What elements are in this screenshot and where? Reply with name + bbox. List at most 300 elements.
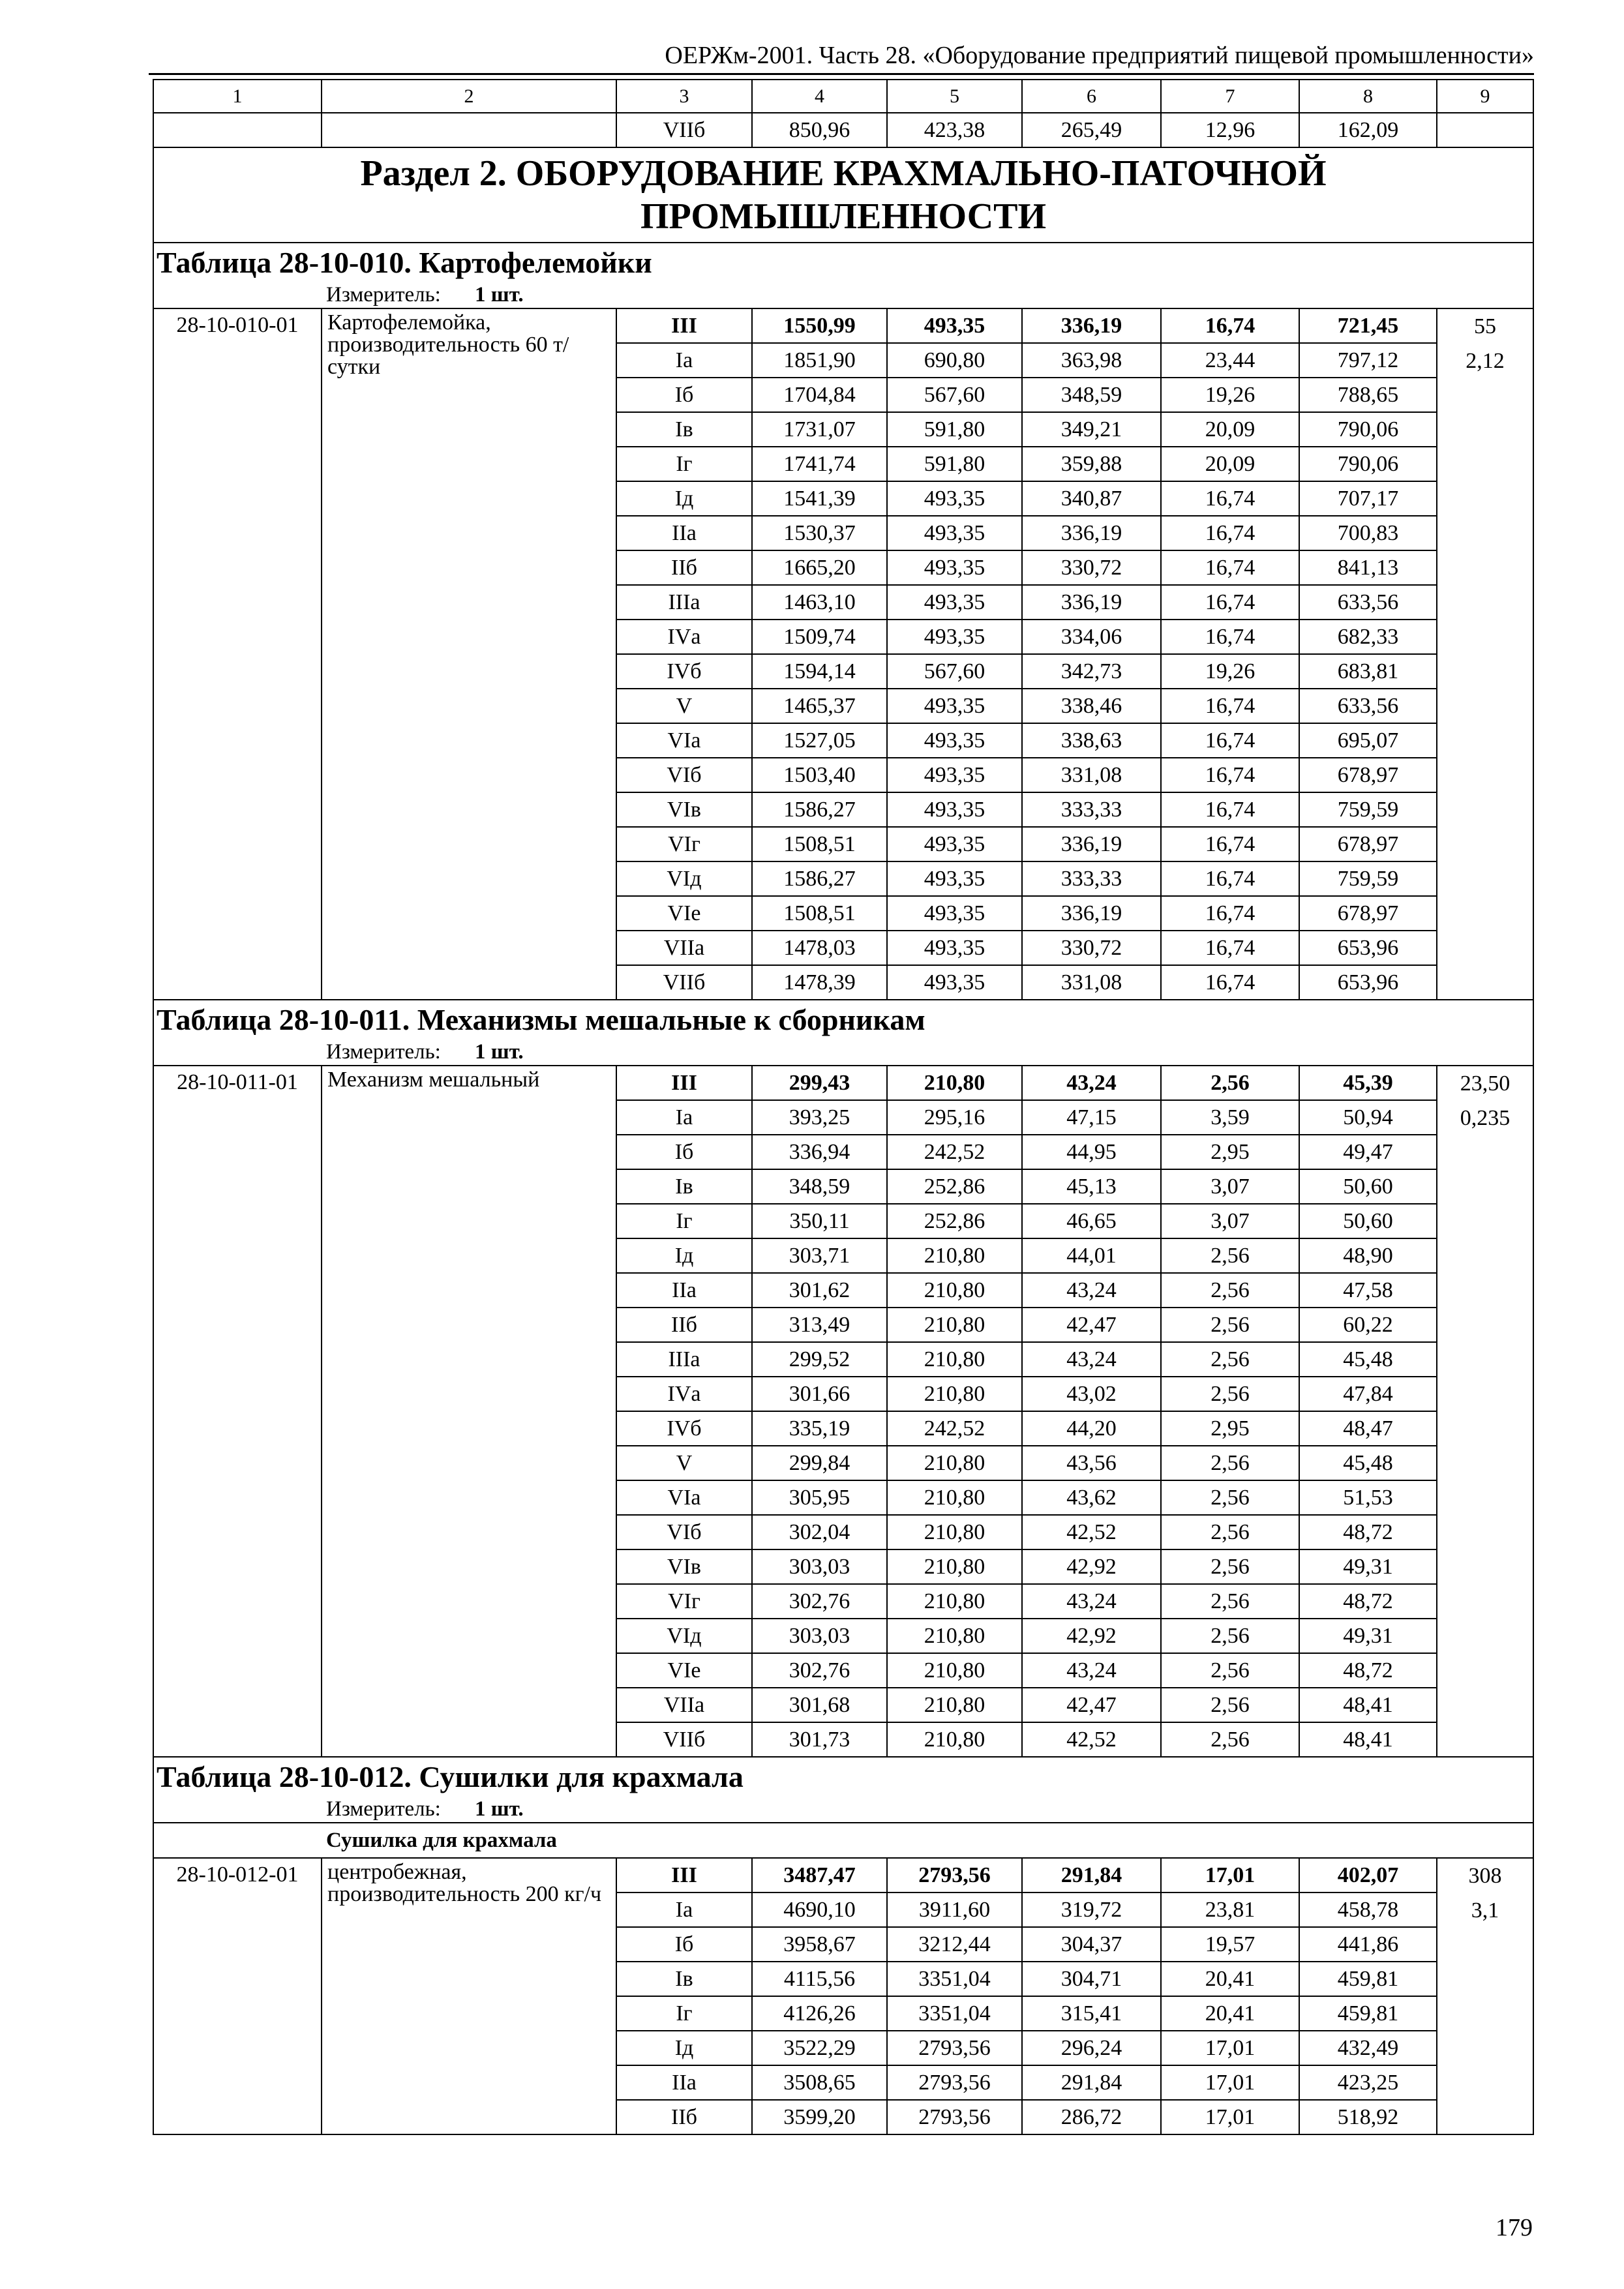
value-cell: 493,35 <box>887 516 1022 550</box>
value-cell: 48,41 <box>1299 1688 1437 1722</box>
zone-cell: Iб <box>616 378 752 412</box>
value-cell: 60,22 <box>1299 1308 1437 1342</box>
unit-row <box>153 282 1533 308</box>
zone-cell: IIа <box>616 516 752 550</box>
unit-label: Измеритель: <box>326 283 441 307</box>
value-cell: 210,80 <box>887 1480 1022 1515</box>
value-cell: 210,80 <box>887 1273 1022 1308</box>
value-cell: 338,46 <box>1022 689 1161 723</box>
table-title: Таблица 28-10-012. Сушилки для крахмала <box>153 1757 1533 1797</box>
value-cell: 48,72 <box>1299 1584 1437 1619</box>
mass-value: 55 <box>1474 314 1496 338</box>
value-cell: 210,80 <box>887 1722 1022 1757</box>
mass-values <box>1437 309 1533 378</box>
value-cell: 3351,04 <box>887 1996 1022 2031</box>
value-cell: 797,12 <box>1299 343 1437 378</box>
value-cell: 301,62 <box>752 1273 887 1308</box>
value-cell: 759,59 <box>1299 792 1437 827</box>
zone-cell: IVб <box>616 1411 752 1446</box>
value-cell: 493,35 <box>887 861 1022 896</box>
value-cell: 295,16 <box>887 1100 1022 1135</box>
value-cell: 303,03 <box>752 1619 887 1653</box>
item-code: 28-10-012-01 <box>153 1858 322 2134</box>
value-cell: 336,94 <box>752 1135 887 1169</box>
value-cell: 3599,20 <box>752 2100 887 2134</box>
value-cell: 350,11 <box>752 1204 887 1238</box>
value-cell: 20,41 <box>1161 1996 1299 2031</box>
value-cell: 2,56 <box>1161 1066 1299 1100</box>
value-cell: 2793,56 <box>887 2031 1022 2065</box>
value-cell: 591,80 <box>887 447 1022 481</box>
value-cell: 2,56 <box>1161 1480 1299 1515</box>
mass-value: 3,1 <box>1471 1898 1499 1922</box>
value-cell: 3487,47 <box>752 1858 887 1893</box>
mass-value: 23,50 <box>1460 1071 1511 1096</box>
value-cell: 2,56 <box>1161 1238 1299 1273</box>
value-cell: 493,35 <box>887 620 1022 654</box>
value-cell: 707,17 <box>1299 481 1437 516</box>
carry-cell: 850,96 <box>752 113 887 147</box>
value-cell: 16,74 <box>1161 550 1299 585</box>
value-cell: 45,48 <box>1299 1446 1437 1480</box>
value-cell: 16,74 <box>1161 827 1299 861</box>
value-cell: 17,01 <box>1161 2065 1299 2100</box>
value-cell: 690,80 <box>887 343 1022 378</box>
value-cell: 210,80 <box>887 1619 1022 1653</box>
unit-cell <box>153 282 1533 308</box>
zone-cell: IIа <box>616 2065 752 2100</box>
value-cell: 678,97 <box>1299 896 1437 931</box>
value-cell: 349,21 <box>1022 412 1161 447</box>
zone-cell: Iа <box>616 1100 752 1135</box>
value-cell: 2,95 <box>1161 1411 1299 1446</box>
value-cell: 20,09 <box>1161 412 1299 447</box>
value-cell: 3522,29 <box>752 2031 887 2065</box>
value-cell: 45,48 <box>1299 1342 1437 1377</box>
value-cell: 1508,51 <box>752 827 887 861</box>
value-cell: 17,01 <box>1161 2100 1299 2134</box>
item-name: центробежная, производительность 200 кг/ч <box>322 1858 616 2134</box>
value-cell: 304,37 <box>1022 1927 1161 1962</box>
value-cell: 432,49 <box>1299 2031 1437 2065</box>
column-number: 7 <box>1161 80 1299 113</box>
value-cell: 48,72 <box>1299 1653 1437 1688</box>
value-cell: 1508,51 <box>752 896 887 931</box>
value-cell: 2793,56 <box>887 2065 1022 2100</box>
zone-cell: III <box>616 1858 752 1893</box>
value-cell: 335,19 <box>752 1411 887 1446</box>
value-cell: 16,74 <box>1161 585 1299 620</box>
value-cell: 359,88 <box>1022 447 1161 481</box>
mass-value: 2,12 <box>1466 349 1505 373</box>
value-cell: 44,95 <box>1022 1135 1161 1169</box>
value-cell: 42,47 <box>1022 1688 1161 1722</box>
value-cell: 304,71 <box>1022 1962 1161 1996</box>
section-title: Раздел 2. ОБОРУДОВАНИЕ КРАХМАЛЬНО-ПАТОЧНОЙ ПРОМЫШЛЕННОСТИ <box>153 147 1533 243</box>
zone-cell: IIIа <box>616 585 752 620</box>
zone-cell: IIб <box>616 550 752 585</box>
value-cell: 633,56 <box>1299 585 1437 620</box>
value-cell: 299,52 <box>752 1342 887 1377</box>
value-cell: 305,95 <box>752 1480 887 1515</box>
value-cell: 678,97 <box>1299 827 1437 861</box>
value-cell: 210,80 <box>887 1653 1022 1688</box>
zone-cell: Iг <box>616 1204 752 1238</box>
value-cell: 299,43 <box>752 1066 887 1100</box>
value-cell: 16,74 <box>1161 792 1299 827</box>
value-cell: 493,35 <box>887 550 1022 585</box>
value-cell: 336,19 <box>1022 585 1161 620</box>
value-cell: 315,41 <box>1022 1996 1161 2031</box>
value-cell: 2,56 <box>1161 1515 1299 1549</box>
value-cell: 1586,27 <box>752 861 887 896</box>
value-cell: 340,87 <box>1022 481 1161 516</box>
zone-cell: Iа <box>616 343 752 378</box>
value-cell: 319,72 <box>1022 1893 1161 1927</box>
value-cell: 336,19 <box>1022 896 1161 931</box>
value-cell: 678,97 <box>1299 758 1437 792</box>
value-cell: 252,86 <box>887 1204 1022 1238</box>
empty-cell <box>1437 113 1533 147</box>
zone-cell: VIа <box>616 1480 752 1515</box>
column-number: 5 <box>887 80 1022 113</box>
zone-cell: VIв <box>616 1549 752 1584</box>
running-header: ОЕРЖм-2001. Часть 28. «Оборудование предприятий пищевой промышленности» <box>665 42 1534 69</box>
value-cell: 3508,65 <box>752 2065 887 2100</box>
value-cell: 210,80 <box>887 1584 1022 1619</box>
value-cell: 2,56 <box>1161 1549 1299 1584</box>
value-cell: 20,41 <box>1161 1962 1299 1996</box>
value-cell: 402,07 <box>1299 1858 1437 1893</box>
unit-label: Измеритель: <box>326 1797 441 1821</box>
zone-cell: IIIа <box>616 1342 752 1377</box>
item-name: Картофелемойка, производительность 60 т/сутки <box>322 308 616 1000</box>
value-cell: 48,41 <box>1299 1722 1437 1757</box>
value-cell: 42,47 <box>1022 1308 1161 1342</box>
value-cell: 50,60 <box>1299 1169 1437 1204</box>
value-cell: 16,74 <box>1161 723 1299 758</box>
value-cell: 423,25 <box>1299 2065 1437 2100</box>
value-cell: 42,92 <box>1022 1549 1161 1584</box>
empty-cell <box>322 113 616 147</box>
value-cell: 1503,40 <box>752 758 887 792</box>
value-cell: 493,35 <box>887 689 1022 723</box>
value-cell: 291,84 <box>1022 1858 1161 1893</box>
unit-value: 1 шт. <box>475 1797 524 1821</box>
value-cell: 291,84 <box>1022 2065 1161 2100</box>
unit-label: Измеритель: <box>326 1040 441 1064</box>
value-cell: 493,35 <box>887 308 1022 343</box>
value-cell: 20,09 <box>1161 447 1299 481</box>
value-cell: 210,80 <box>887 1549 1022 1584</box>
zone-cell: VIб <box>616 1515 752 1549</box>
value-cell: 493,35 <box>887 965 1022 1000</box>
value-cell: 700,83 <box>1299 516 1437 550</box>
zone-cell: Iв <box>616 1169 752 1204</box>
value-cell: 47,84 <box>1299 1377 1437 1411</box>
value-cell: 210,80 <box>887 1377 1022 1411</box>
value-cell: 50,94 <box>1299 1100 1437 1135</box>
value-cell: 493,35 <box>887 827 1022 861</box>
value-cell: 50,60 <box>1299 1204 1437 1238</box>
item-code: 28-10-010-01 <box>153 308 322 1000</box>
value-cell: 653,96 <box>1299 965 1437 1000</box>
value-cell: 841,13 <box>1299 550 1437 585</box>
value-cell: 42,52 <box>1022 1515 1161 1549</box>
value-cell: 16,74 <box>1161 689 1299 723</box>
value-cell: 790,06 <box>1299 447 1437 481</box>
value-cell: 695,07 <box>1299 723 1437 758</box>
value-cell: 333,33 <box>1022 792 1161 827</box>
table-title: Таблица 28-10-011. Механизмы мешальные к сборникам <box>153 1000 1533 1040</box>
carry-cell: 162,09 <box>1299 113 1437 147</box>
section-title-row <box>153 147 1533 243</box>
value-cell: 493,35 <box>887 481 1022 516</box>
value-cell: 16,74 <box>1161 620 1299 654</box>
value-cell: 242,52 <box>887 1411 1022 1446</box>
column-number: 4 <box>752 80 887 113</box>
mass-cell <box>1437 1066 1533 1757</box>
value-cell: 458,78 <box>1299 1893 1437 1927</box>
value-cell: 4690,10 <box>752 1893 887 1927</box>
value-cell: 788,65 <box>1299 378 1437 412</box>
value-cell: 2,56 <box>1161 1446 1299 1480</box>
value-cell: 493,35 <box>887 896 1022 931</box>
value-cell: 302,76 <box>752 1584 887 1619</box>
mass-values <box>1437 1066 1533 1135</box>
empty-cell <box>153 113 322 147</box>
value-cell: 301,73 <box>752 1722 887 1757</box>
value-cell: 1541,39 <box>752 481 887 516</box>
value-cell: 331,08 <box>1022 965 1161 1000</box>
value-cell: 1527,05 <box>752 723 887 758</box>
value-cell: 721,45 <box>1299 308 1437 343</box>
zone-cell: V <box>616 1446 752 1480</box>
subheading-row <box>153 1823 1533 1858</box>
unit-row <box>153 1797 1533 1823</box>
value-cell: 683,81 <box>1299 654 1437 689</box>
value-cell: 653,96 <box>1299 931 1437 965</box>
value-cell: 342,73 <box>1022 654 1161 689</box>
value-cell: 3212,44 <box>887 1927 1022 1962</box>
value-cell: 43,24 <box>1022 1584 1161 1619</box>
value-cell: 48,47 <box>1299 1411 1437 1446</box>
value-cell: 333,33 <box>1022 861 1161 896</box>
value-cell: 3,59 <box>1161 1100 1299 1135</box>
value-cell: 2,56 <box>1161 1619 1299 1653</box>
column-number: 1 <box>153 80 322 113</box>
value-cell: 2,56 <box>1161 1584 1299 1619</box>
value-cell: 48,90 <box>1299 1238 1437 1273</box>
value-cell: 493,35 <box>887 723 1022 758</box>
value-cell: 493,35 <box>887 792 1022 827</box>
value-cell: 591,80 <box>887 412 1022 447</box>
zone-cell: VIIб <box>616 965 752 1000</box>
value-cell: 2,56 <box>1161 1688 1299 1722</box>
value-cell: 44,20 <box>1022 1411 1161 1446</box>
value-cell: 49,31 <box>1299 1549 1437 1584</box>
value-cell: 2793,56 <box>887 2100 1022 2134</box>
value-cell: 210,80 <box>887 1446 1022 1480</box>
value-cell: 330,72 <box>1022 931 1161 965</box>
value-cell: 393,25 <box>752 1100 887 1135</box>
value-cell: 493,35 <box>887 585 1022 620</box>
value-cell: 336,19 <box>1022 827 1161 861</box>
value-cell: 567,60 <box>887 378 1022 412</box>
column-number: 6 <box>1022 80 1161 113</box>
value-cell: 759,59 <box>1299 861 1437 896</box>
value-cell: 2,95 <box>1161 1135 1299 1169</box>
value-cell: 2,56 <box>1161 1342 1299 1377</box>
column-number: 3 <box>616 80 752 113</box>
value-cell: 45,39 <box>1299 1066 1437 1100</box>
zone-cell: Iа <box>616 1893 752 1927</box>
value-cell: 43,24 <box>1022 1066 1161 1100</box>
mass-value: 0,235 <box>1460 1106 1511 1130</box>
zone-cell: VIд <box>616 861 752 896</box>
zone-cell: IVа <box>616 620 752 654</box>
value-cell: 4126,26 <box>752 1996 887 2031</box>
value-cell: 1594,14 <box>752 654 887 689</box>
value-cell: 48,72 <box>1299 1515 1437 1549</box>
zone-cell: VIд <box>616 1619 752 1653</box>
value-cell: 16,74 <box>1161 965 1299 1000</box>
zone-cell: Iб <box>616 1135 752 1169</box>
value-cell: 43,24 <box>1022 1273 1161 1308</box>
value-cell: 42,92 <box>1022 1619 1161 1653</box>
value-cell: 43,24 <box>1022 1653 1161 1688</box>
value-cell: 16,74 <box>1161 516 1299 550</box>
value-cell: 1478,03 <box>752 931 887 965</box>
zone-cell: VIб <box>616 758 752 792</box>
table-title-row <box>153 1000 1533 1040</box>
table-title-row <box>153 1757 1533 1797</box>
value-cell: 1465,37 <box>752 689 887 723</box>
value-cell: 633,56 <box>1299 689 1437 723</box>
value-cell: 2,56 <box>1161 1722 1299 1757</box>
zone-cell: Iв <box>616 1962 752 1996</box>
column-number: 2 <box>322 80 616 113</box>
value-cell: 49,31 <box>1299 1619 1437 1653</box>
unit-line <box>154 1041 1533 1063</box>
zone-cell: III <box>616 1066 752 1100</box>
zone-cell: Iд <box>616 1238 752 1273</box>
zone-cell: IIа <box>616 1273 752 1308</box>
value-cell: 1463,10 <box>752 585 887 620</box>
carry-cell: 423,38 <box>887 113 1022 147</box>
value-cell: 23,81 <box>1161 1893 1299 1927</box>
value-cell: 4115,56 <box>752 1962 887 1996</box>
value-cell: 441,86 <box>1299 1927 1437 1962</box>
value-cell: 1665,20 <box>752 550 887 585</box>
value-cell: 1530,37 <box>752 516 887 550</box>
value-cell: 2,56 <box>1161 1273 1299 1308</box>
value-cell: 286,72 <box>1022 2100 1161 2134</box>
value-cell: 336,19 <box>1022 308 1161 343</box>
value-cell: 46,65 <box>1022 1204 1161 1238</box>
unit-value: 1 шт. <box>475 283 524 307</box>
value-cell: 2,56 <box>1161 1377 1299 1411</box>
value-cell: 303,71 <box>752 1238 887 1273</box>
value-cell: 43,02 <box>1022 1377 1161 1411</box>
value-cell: 42,52 <box>1022 1722 1161 1757</box>
carry-cell: 265,49 <box>1022 113 1161 147</box>
zone-cell: VIа <box>616 723 752 758</box>
value-cell: 19,26 <box>1161 378 1299 412</box>
zone-cell: VIг <box>616 827 752 861</box>
value-cell: 210,80 <box>887 1342 1022 1377</box>
mass-cell <box>1437 1858 1533 2134</box>
value-cell: 43,56 <box>1022 1446 1161 1480</box>
header-rule <box>149 73 1534 75</box>
value-cell: 3958,67 <box>752 1927 887 1962</box>
zone-cell: Iд <box>616 481 752 516</box>
table-row <box>153 1066 1533 1100</box>
carry-over-row <box>153 113 1533 147</box>
value-cell: 45,13 <box>1022 1169 1161 1204</box>
table-title-row <box>153 243 1533 282</box>
value-cell: 3,07 <box>1161 1204 1299 1238</box>
value-cell: 1509,74 <box>752 620 887 654</box>
carry-cell: 12,96 <box>1161 113 1299 147</box>
unit-line <box>154 284 1533 306</box>
value-cell: 16,74 <box>1161 481 1299 516</box>
unit-cell <box>153 1040 1533 1066</box>
column-number: 9 <box>1437 80 1533 113</box>
column-number-row <box>153 80 1533 113</box>
value-cell: 16,74 <box>1161 931 1299 965</box>
value-cell: 210,80 <box>887 1515 1022 1549</box>
value-cell: 1704,84 <box>752 378 887 412</box>
value-cell: 1851,90 <box>752 343 887 378</box>
column-number: 8 <box>1299 80 1437 113</box>
table-row <box>153 308 1533 343</box>
value-cell: 348,59 <box>752 1169 887 1204</box>
zone-cell: Iг <box>616 447 752 481</box>
value-cell: 3,07 <box>1161 1169 1299 1204</box>
zone-cell: IVа <box>616 1377 752 1411</box>
value-cell: 518,92 <box>1299 2100 1437 2134</box>
mass-values <box>1437 1859 1533 1928</box>
table-row <box>153 1858 1533 1893</box>
value-cell: 330,72 <box>1022 550 1161 585</box>
zone-cell: VIе <box>616 896 752 931</box>
value-cell: 790,06 <box>1299 412 1437 447</box>
value-cell: 210,80 <box>887 1688 1022 1722</box>
value-cell: 242,52 <box>887 1135 1022 1169</box>
zone-cell: IVб <box>616 654 752 689</box>
carry-cell: VIIб <box>616 113 752 147</box>
value-cell: 3911,60 <box>887 1893 1022 1927</box>
value-cell: 459,81 <box>1299 1996 1437 2031</box>
value-cell: 210,80 <box>887 1308 1022 1342</box>
value-cell: 313,49 <box>752 1308 887 1342</box>
value-cell: 1741,74 <box>752 447 887 481</box>
value-cell: 348,59 <box>1022 378 1161 412</box>
mass-cell <box>1437 308 1533 1000</box>
value-cell: 336,19 <box>1022 516 1161 550</box>
value-cell: 43,24 <box>1022 1342 1161 1377</box>
value-cell: 299,84 <box>752 1446 887 1480</box>
value-cell: 303,03 <box>752 1549 887 1584</box>
value-cell: 331,08 <box>1022 758 1161 792</box>
value-cell: 493,35 <box>887 931 1022 965</box>
zone-cell: Iг <box>616 1996 752 2031</box>
value-cell: 1478,39 <box>752 965 887 1000</box>
zone-cell: VIв <box>616 792 752 827</box>
value-cell: 2,56 <box>1161 1653 1299 1688</box>
value-cell: 1586,27 <box>752 792 887 827</box>
